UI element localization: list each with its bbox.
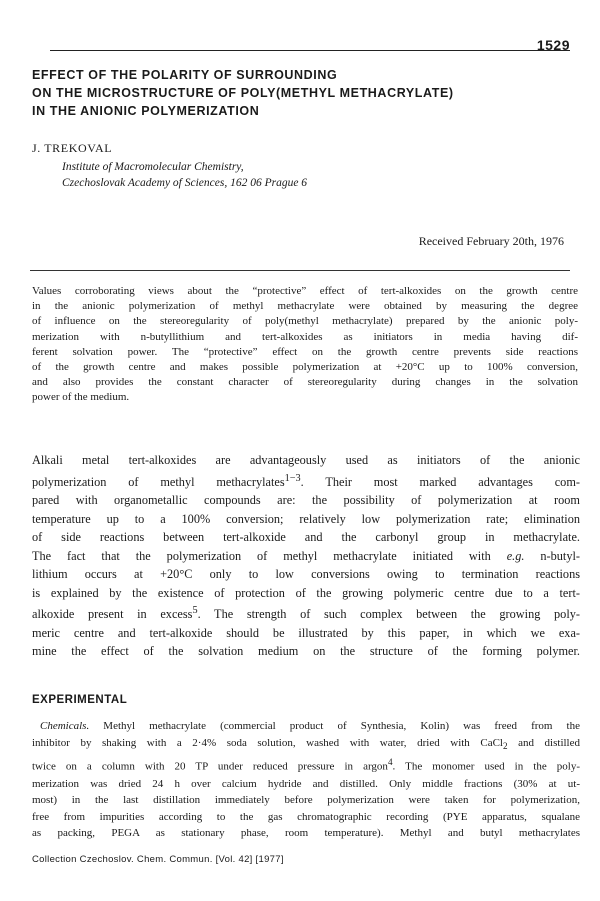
- body-text-span: and distilled: [507, 736, 580, 749]
- experimental-line: [32, 735, 580, 755]
- affiliation-line: Czechoslovak Academy of Sciences, 162 06 Prague 6: [62, 177, 308, 189]
- abstract-line: in the anionic polymerization of methyl methacrylate were obtained by measuring the degree: [32, 300, 578, 313]
- body-text: [32, 451, 580, 661]
- author-affiliation: [62, 159, 307, 191]
- body-text-span: inhibitor by shaking with a 2·4% soda solution, washed with water, dried with CaCl: [32, 736, 503, 749]
- body-text-span: . The monomer used in the poly-: [392, 761, 580, 774]
- header-rule: [50, 50, 570, 51]
- body-line: Alkali metal tert-alkoxides are advantageously used as initiators of the anionic: [32, 453, 580, 467]
- title-line: IN THE ANIONIC POLYMERIZATION: [32, 104, 260, 118]
- body-line: lithium occurs at +20°C only to low conversions owing to termination reactions: [32, 567, 580, 582]
- body-text-span: polymerization of methyl methacrylates: [32, 474, 285, 489]
- received-date: Received February 20th, 1976: [418, 234, 564, 248]
- reference-superscript: 4: [387, 757, 393, 768]
- body-line: meric centre and tert-alkoxide should be illustrated by this paper, in which we exa-: [32, 625, 580, 640]
- affiliation-line: Institute of Macromolecular Chemistry,: [62, 161, 244, 173]
- body-line: temperature up to a 100% conversion; relatively low polymerization rate; elimination: [32, 511, 580, 526]
- body-line: pared with organometallic compounds are: the possibility of polymerization at room: [32, 493, 580, 508]
- body-text-span: . The strength of such complex between the growing poly-: [197, 607, 580, 622]
- body-line: [32, 470, 580, 492]
- experimental-line: merization was dried 24 h over calcium hydride and distilled. Only middle fractions (30% at ut-: [32, 777, 580, 790]
- body-line: [32, 547, 580, 566]
- abstract-line: of the growth centre and makes possible polymerization at +20°C up to 100% conversion,: [32, 361, 578, 374]
- body-text-span: . Their most marked advantages com-: [300, 474, 580, 489]
- author-name: J. TREKOVAL: [32, 141, 113, 155]
- italic-run-in-heading: Chemicals.: [40, 720, 90, 732]
- title-line: ON THE MICROSTRUCTURE OF POLY(METHYL METHACRYLATE): [32, 86, 454, 100]
- section-heading-experimental: EXPERIMENTAL: [32, 694, 128, 706]
- journal-footer: Collection Czechoslov. Chem. Commun. [Vol. 42] [1977]: [32, 854, 284, 865]
- body-line: of side reactions between tert-alkoxide and the carbonyl group in methacrylate.: [32, 530, 580, 545]
- body-text-span: n-butyl-: [524, 548, 580, 563]
- italic-text: e.g.: [506, 548, 525, 563]
- abstract-line: and also provides the constant character of stereoregularity during changes in the solvation: [32, 376, 578, 389]
- body-line: [32, 602, 580, 624]
- body-text-span: The fact that the polymerization of methyl methacrylate initiated with: [32, 548, 491, 563]
- body-line: mine the effect of the solvation medium on the structure of the forming polymer.: [32, 644, 580, 659]
- page-number: 1529: [536, 37, 570, 53]
- body-line: is explained by the existence of protection of the growing polymeric centre due to a tert-: [32, 585, 580, 600]
- experimental-line: [32, 718, 580, 735]
- reference-superscript: 5: [192, 605, 198, 617]
- experimental-line: free from impurities according to the gas chromatographic recording (PYE apparatus, squalane: [32, 810, 580, 823]
- abstract-line: Values corroborating views about the “protective” effect of tert-alkoxides on the growth centre: [32, 285, 578, 297]
- abstract-line: ferent solvation power. The “protective” effect on the growth centre prevents side reactions: [32, 345, 578, 358]
- abstract-line: of influence on the stereoregularity of poly(methyl methacrylate) prepared by the anionic poly-: [32, 315, 578, 328]
- article-title: [32, 66, 572, 120]
- abstract-line: merization with n-butyllithium and tert-alkoxides as initiators in media having dif-: [32, 330, 578, 343]
- experimental-line: most) in the last distillation immediately before polymerization were taken for polymerization,: [32, 794, 580, 807]
- experimental-line: as packing, PEGA as stationary phase, room temperature). Methyl and butyl methacrylates: [32, 827, 580, 840]
- abstract-line: power of the medium.: [32, 391, 130, 404]
- reference-superscript: 1−3: [284, 472, 301, 484]
- abstract-rule: [30, 270, 570, 271]
- body-text-span: twice on a column with 20 TP under reduced pressure in argon: [32, 761, 388, 774]
- body-text-span: alkoxide present in excess: [32, 607, 193, 622]
- body-text-span: Methyl methacrylate (commercial product of Synthesia, Kolin) was freed from the: [89, 720, 580, 732]
- subscript: 2: [502, 740, 508, 751]
- experimental-text: [32, 718, 580, 842]
- experimental-line: [32, 754, 580, 775]
- abstract: [32, 284, 578, 406]
- title-line: EFFECT OF THE POLARITY OF SURROUNDING: [32, 68, 338, 82]
